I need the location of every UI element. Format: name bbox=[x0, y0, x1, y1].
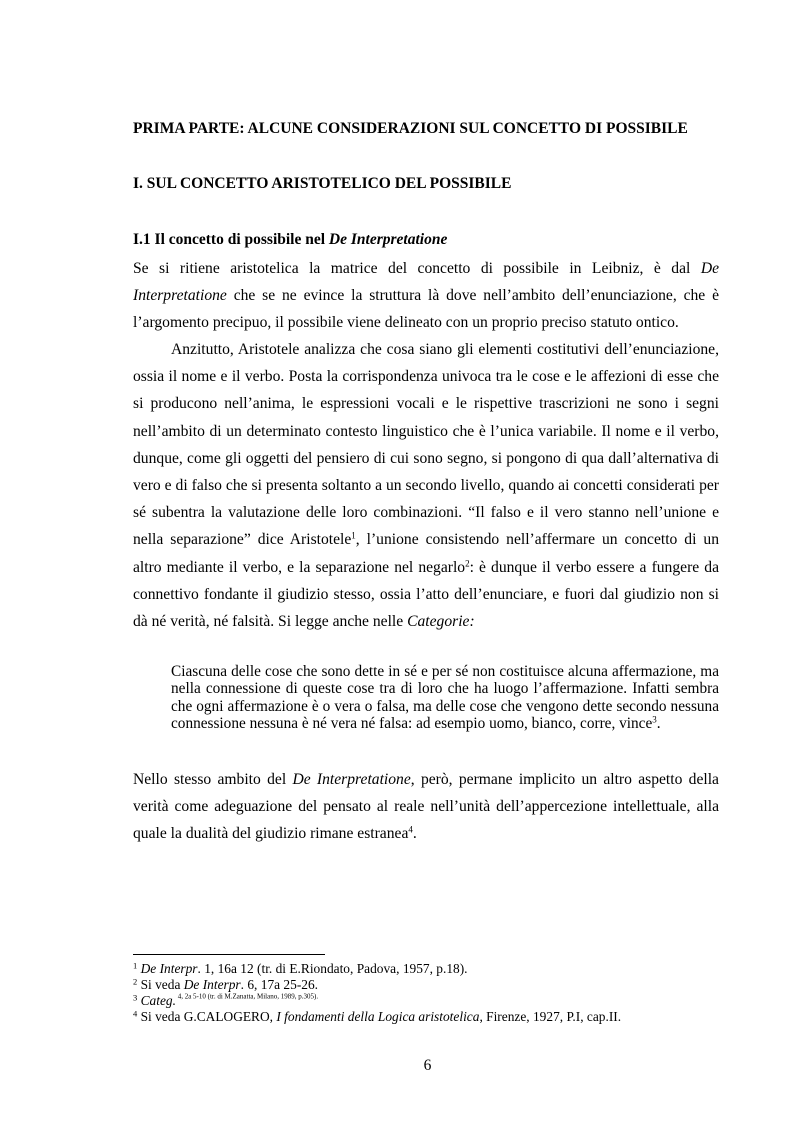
p2-text-3: : è dunque il verbo essere a fungere da connettivo fondante il giudizio stesso, ossia l’atto dell’enunciare, e fuori dal giudizio non si dà né verità, né falsità. Si legge anche nelle bbox=[133, 558, 719, 631]
footnote-small-text: 4, 2a 5-10 (tr. di M.Zanatta, Milano, 1989, p.305). bbox=[175, 992, 319, 1001]
paragraph-1 bbox=[133, 255, 719, 337]
part-heading: PRIMA PARTE: ALCUNE CONSIDERAZIONI SUL CONCETTO DI POSSIBILE bbox=[133, 120, 688, 137]
section-heading-title: De Interpretatione bbox=[328, 231, 448, 248]
page-number: 6 bbox=[423, 1057, 432, 1074]
paragraph-3 bbox=[133, 766, 719, 848]
p3-italic-1: De Interpretatione bbox=[292, 771, 411, 788]
quote-text: Ciascuna delle cose che sono dette in sé e per sé non costituisce alcuna affermazione, ma nella connessione di queste cose tra di loro che ha luogo l’affermazione. Infatti sembra che ogni affermazione è o vera o falsa, ma delle cose che vengono dette secondo nessuna connessione nessuna è né vera né falsa: ad esempio uomo, bianco, corre, vince bbox=[171, 663, 719, 732]
paragraph-2 bbox=[133, 336, 719, 635]
p3-end: . bbox=[412, 825, 417, 843]
footnote-3 bbox=[133, 993, 733, 1009]
p2-text-1: Anzitutto, Aristotele analizza che cosa siano gli elementi costitutivi dell’enunciazione, ossia il nome e il verbo. Posta la corrispondenza univoca tra le cose e le affezioni di esse che si producono nell’anima, le espressioni vocali e le rispettive trascrizioni ne sono i segni nell’ambito di un determinato contesto linguistico che è l’unica variabile. Il nome e il verbo, dunque, come gli oggetti del pensiero di cui sono segno, si pongono di qua dall’alternativa di vero e di falso che si presenta soltanto a un secondo livello, quando ai concetti considerati per sé subentra la valutazione delle loro combinazioni. “Il falso e il vero stanno nell’unione e nella separazione” dice Aristotele bbox=[133, 341, 719, 549]
p1-text-1: Se si ritiene aristotelica la matrice del concetto di possibile in Leibniz, è dal bbox=[133, 260, 701, 277]
footnote-text-pre: Si veda bbox=[137, 977, 184, 992]
footnote-number: 2 bbox=[133, 976, 138, 987]
quote-end: . bbox=[656, 714, 661, 732]
p2-italic-1: Categorie: bbox=[407, 613, 475, 631]
footnote-ref-3[interactable]: 3 bbox=[652, 714, 657, 725]
footnote-ref-1[interactable]: 1 bbox=[351, 531, 356, 542]
footnote-number: 4 bbox=[133, 1008, 138, 1019]
p1-italic-1: De Interpretatione bbox=[133, 260, 719, 305]
footnote-italic: De Interpr bbox=[183, 977, 241, 992]
section-heading bbox=[133, 231, 447, 249]
p3-text-1: Nello stesso ambito del bbox=[133, 771, 293, 788]
footnote-1 bbox=[133, 961, 733, 977]
footnote-2 bbox=[133, 977, 733, 993]
footnote-ref-4[interactable]: 4 bbox=[408, 825, 413, 836]
p2-text-2: , l’unione consistendo nell’affermare un concetto di un altro mediante il verbo, e la separazione nel negarlo bbox=[133, 531, 719, 576]
footnote-italic: De Interpr bbox=[140, 961, 198, 976]
footnote-divider bbox=[133, 954, 325, 955]
block-quote bbox=[171, 663, 719, 732]
footnote-text: . 6, 17a 25-26. bbox=[240, 977, 319, 992]
footnote-ref-2[interactable]: 2 bbox=[465, 558, 470, 569]
footnote-text-pre: Si veda G.CALOGERO, bbox=[137, 1009, 277, 1024]
p1-text-2: che se ne evince la struttura là dove nell’ambito dell’enunciazione, che è l’argomento precipuo, il possibile viene delineato con un proprio preciso statuto ontico. bbox=[133, 287, 719, 332]
footnote-text: , Firenze, 1927, P.I, cap.II. bbox=[479, 1009, 622, 1024]
section-heading-lead: I.1 Il concetto di possibile nel bbox=[133, 231, 329, 248]
footnote-number: 3 bbox=[133, 992, 138, 1003]
footnote-italic: I fondamenti della Logica aristotelica bbox=[276, 1009, 480, 1024]
footnote-number: 1 bbox=[133, 960, 138, 971]
footnotes bbox=[133, 961, 733, 1025]
footnote-text: . 1, 16a 12 (tr. di E.Riondato, Padova, 1957, p.18). bbox=[197, 961, 468, 976]
footnote-4 bbox=[133, 1009, 733, 1025]
chapter-heading: I. SUL CONCETTO ARISTOTELICO DEL POSSIBILE bbox=[133, 175, 512, 192]
p3-text-2: , però, permane implicito un altro aspetto della verità come adeguazione del pensato al reale nell’unità dell’appercezione intellettuale, alla quale la dualità del giudizio rimane estranea bbox=[133, 771, 719, 843]
footnote-italic: Categ. bbox=[140, 993, 176, 1008]
